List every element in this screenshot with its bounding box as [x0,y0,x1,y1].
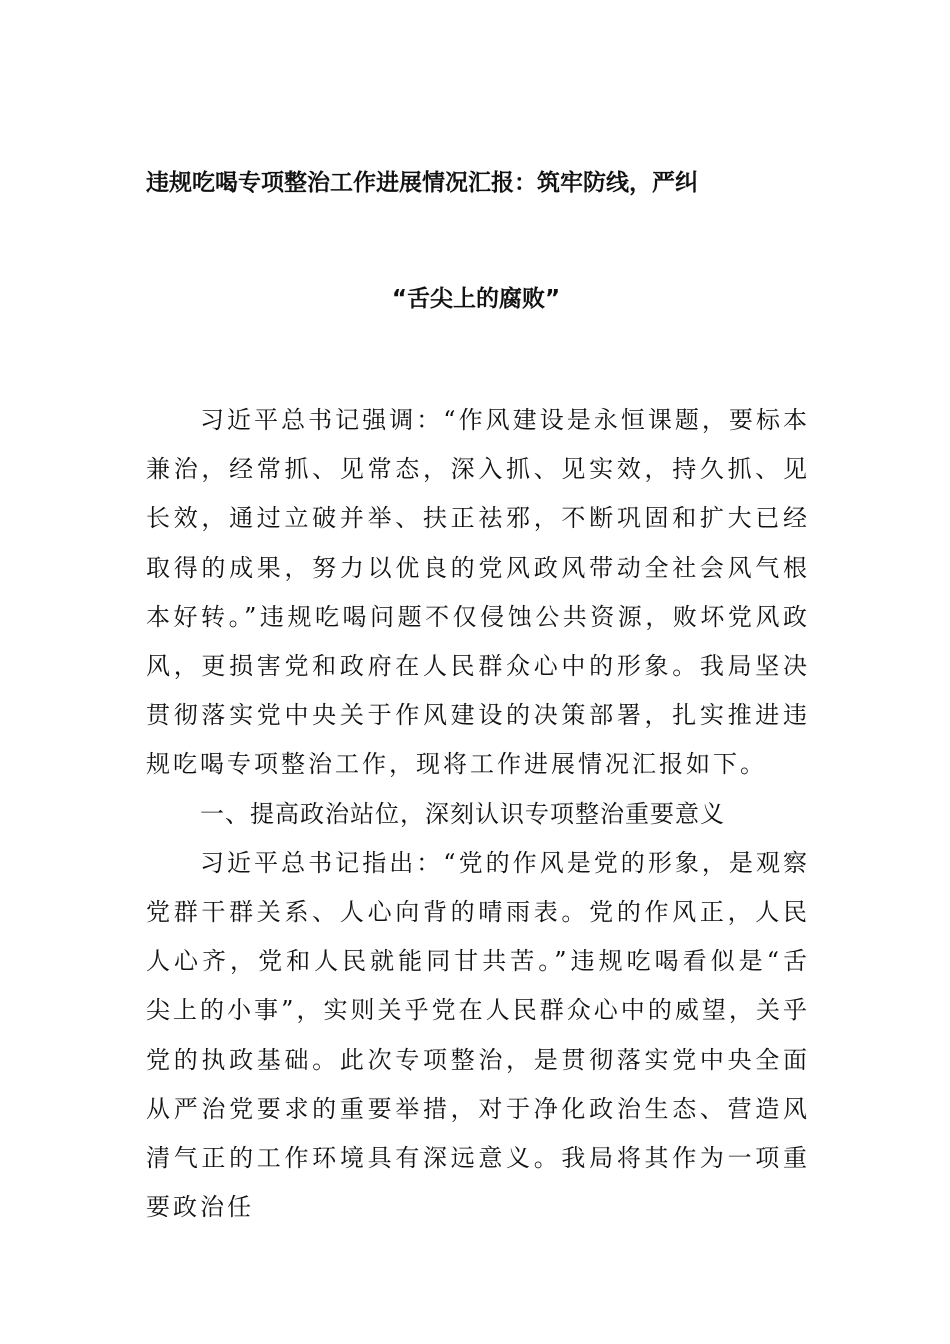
paragraph-intro: 习近平总书记强调：“作风建设是永恒课题，要标本兼治，经常抓、见常态，深入抓、见实效，持久抓、见长效，通过立破并举、扶正祛邪，不断巩固和扩大已经取得的成果，努力以优良的党风政风带动全社会风气根本好转。”违规吃喝问题不仅侵蚀公共资源，败坏党风政风，更损害党和政府在人民群众心中的形象。我局坚决贯彻落实党中央关于作风建设的决策部署，扎实推进违规吃喝专项整治工作，现将工作进展情况汇报如下。 [146,406,810,779]
paragraph-section-1: 习近平总书记指出：“党的作风是党的形象，是观察党群干群关系、人心向背的晴雨表。党的作风正，人民人心齐，党和人民就能同甘共苦。”违规吃喝看似是“舌尖上的小事”，实则关乎党在人民群众心中的威望，关乎党的执政基础。此次专项整治，是贯彻落实党中央全面从严治党要求的重要举措，对于净化政治生态、营造风清气正的工作环境具有深远意义。我局将其作为一项重要政治任 [146,848,810,1222]
document-body [146,396,810,1232]
section-heading-1: 一、提高政治站位，深刻认识专项整治重要意义 [200,799,725,828]
document-title-line-1: 违规吃喝专项整治工作进展情况汇报：筑牢防线，严纠 [146,170,698,196]
document-title-line-2: “舌尖上的腐败” [391,286,561,312]
